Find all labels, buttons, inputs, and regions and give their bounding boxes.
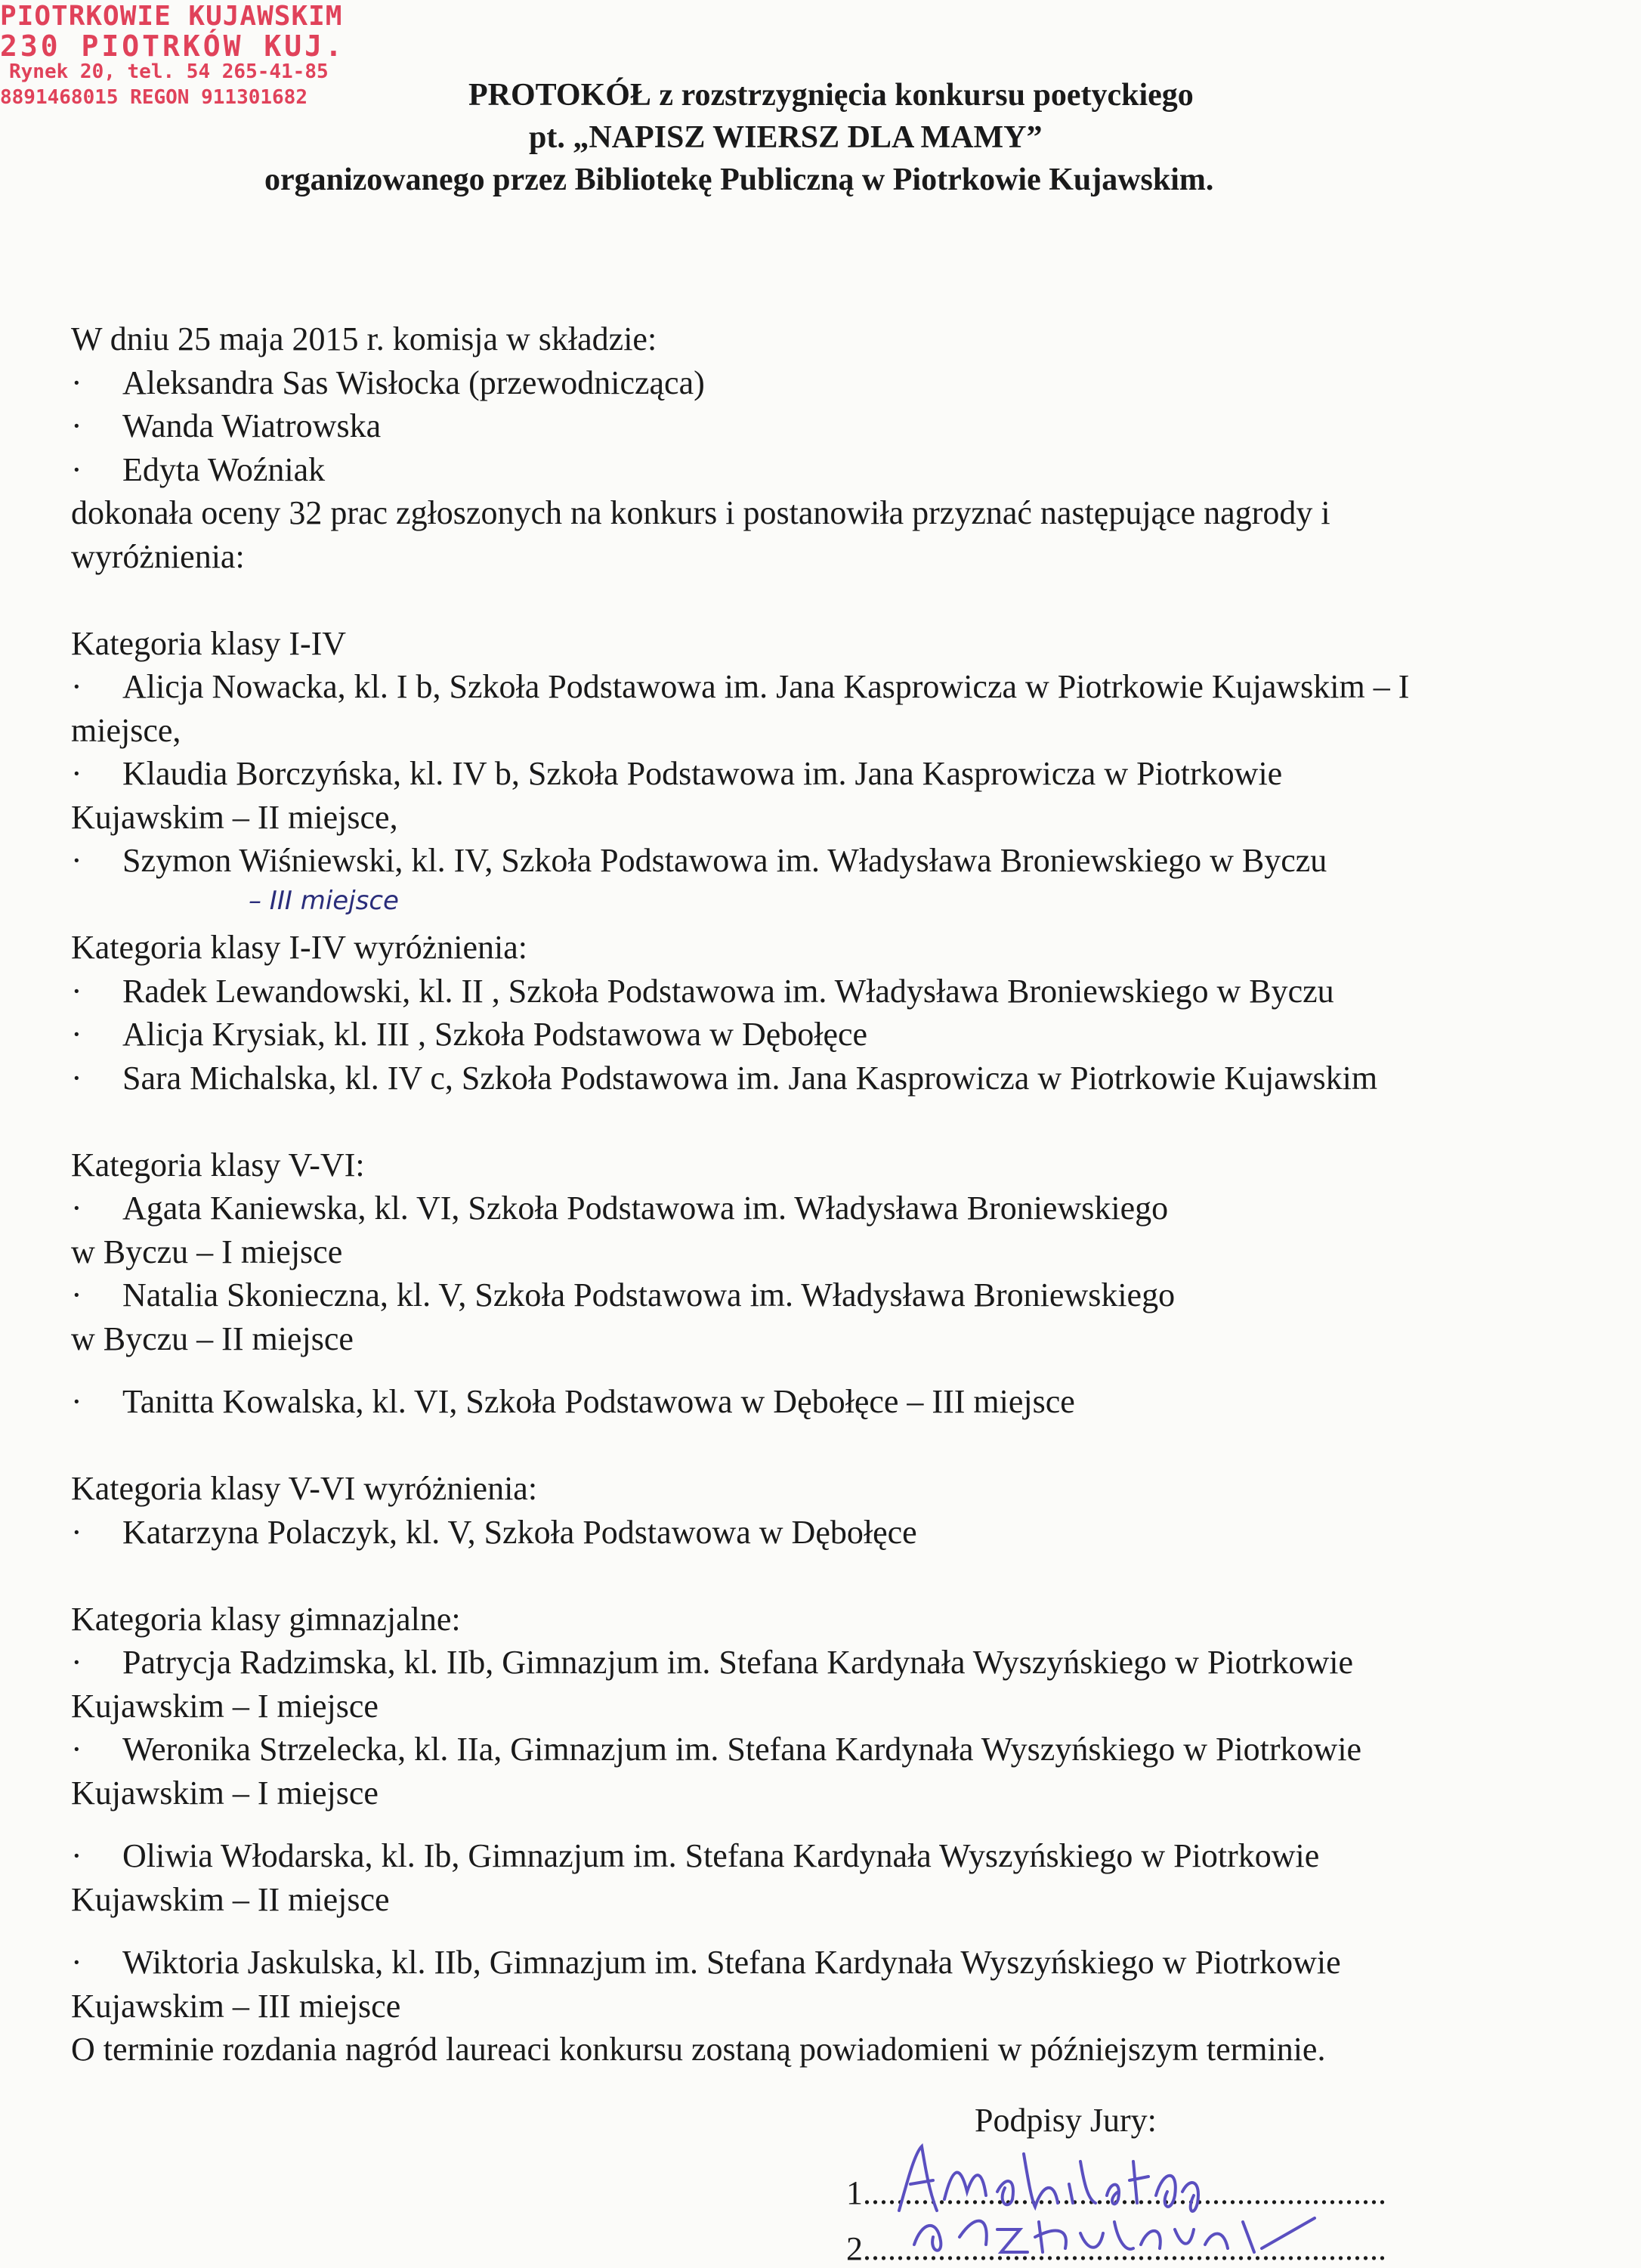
document-title (0, 74, 1641, 201)
award-entry (71, 839, 1612, 883)
member-item (71, 361, 1612, 405)
member-name: Wanda Wiatrowska (122, 407, 382, 444)
award-entry (71, 665, 1612, 709)
bullet: · (71, 972, 82, 1010)
distinction-text: Radek Lewandowski, kl. II , Szkoła Podstawowa im. Władysława Broniewskiego w Byczu (122, 972, 1334, 1010)
award-text: Szymon Wiśniewski, kl. IV, Szkoła Podstawowa im. Władysława Broniewskiego w Byczu (122, 842, 1327, 879)
bullet: · (71, 1944, 82, 1981)
award-text: Oliwia Włodarska, kl. Ib, Gimnazjum im. Stefana Kardynała Wyszyńskiego w Piotrkowie (122, 1837, 1320, 1874)
award-entry-continued: Kujawskim – III miejsce (71, 1987, 401, 2025)
bullet: · (71, 364, 82, 401)
award-text: Wiktoria Jaskulska, kl. IIb, Gimnazjum im. Stefana Kardynała Wyszyńskiego w Piotrkowie (122, 1944, 1341, 1981)
bullet: · (71, 1644, 82, 1681)
title-line-3: organizowanego przez Bibliotekę Publiczną w Piotrkowie Kujawskim. (264, 162, 1214, 197)
decision-line: dokonała oceny 32 prac zgłoszonych na konkurs i postanowiła przyznać następujące nagrody i (71, 494, 1330, 531)
bullet: · (71, 1383, 82, 1420)
award-text: Klaudia Borczyńska, kl. IV b, Szkoła Podstawowa im. Jana Kasprowicza w Piotrkowie (122, 755, 1283, 792)
award-entry-continued: Kujawskim – II miejsce (71, 1880, 390, 1918)
distinction-text: Katarzyna Polaczyk, kl. V, Szkoła Podstawowa w Dębołęce (122, 1513, 917, 1551)
award-entry (71, 1273, 1612, 1317)
distinction-entry (71, 1013, 1612, 1057)
signature-line-2: 2............................................................... (846, 2230, 1386, 2267)
date-line: W dniu 25 maja 2015 r. komisja w składzie: (71, 320, 657, 357)
category-heading: Kategoria klasy I-IV wyróżnienia: (71, 929, 527, 966)
award-entry-continued: miejsce, (71, 711, 181, 749)
category-heading: Kategoria klasy gimnazjalne: (71, 1600, 461, 1638)
distinction-entry (71, 1511, 1612, 1555)
award-entry (71, 1834, 1612, 1878)
bullet: · (71, 450, 82, 488)
document-body (71, 317, 1612, 2072)
bullet: · (71, 842, 82, 879)
stamp-line-2: 230 PIOTRKÓW KUJ. (0, 29, 345, 63)
signature-2-scribble (907, 2207, 1330, 2260)
award-text: Weronika Strzelecka, kl. IIa, Gimnazjum im. Stefana Kardynała Wyszyńskiego w Piotrkowie (122, 1731, 1362, 1768)
distinction-entry (71, 970, 1612, 1013)
bullet: · (71, 1513, 82, 1551)
award-entry-continued: w Byczu – II miejsce (71, 1320, 354, 1357)
signature-line-1: 1............................................................... (846, 2174, 1386, 2211)
distinction-text: Alicja Krysiak, kl. III , Szkoła Podstawowa w Dębołęce (122, 1016, 868, 1053)
award-text: Alicja Nowacka, kl. I b, Szkoła Podstawowa im. Jana Kasprowicza w Piotrkowie Kujawskim – I (122, 668, 1410, 705)
award-text: Agata Kaniewska, kl. VI, Szkoła Podstawowa im. Władysława Broniewskiego (122, 1190, 1169, 1227)
bullet: · (71, 1276, 82, 1313)
member-item (71, 448, 1612, 492)
category-heading: Kategoria klasy V-VI: (71, 1146, 365, 1184)
signatures-label: Podpisy Jury: (975, 2102, 1157, 2139)
bullet: · (71, 407, 82, 444)
distinction-text: Sara Michalska, kl. IV c, Szkoła Podstawowa im. Jana Kasprowicza w Piotrkowie Kujawskim (122, 1059, 1378, 1097)
member-name: Aleksandra Sas Wisłocka (przewodnicząca) (122, 364, 705, 401)
award-entry-continued: Kujawskim – I miejsce (71, 1774, 379, 1812)
award-entry (71, 1941, 1612, 1985)
bullet: · (71, 1837, 82, 1874)
award-text: Tanitta Kowalska, kl. VI, Szkoła Podstawowa w Dębołęce – III miejsce (122, 1383, 1075, 1420)
title-line-1: PROTOKÓŁ z rozstrzygnięcia konkursu poetyckiego (468, 78, 1194, 113)
bullet: · (71, 1059, 82, 1097)
award-text: Patrycja Radzimska, kl. IIb, Gimnazjum im. Stefana Kardynała Wyszyńskiego w Piotrkowie (122, 1644, 1354, 1681)
member-name: Edyta Woźniak (122, 450, 326, 488)
award-entry-continued: Kujawskim – I miejsce (71, 1687, 379, 1725)
category-heading: Kategoria klasy V-VI wyróżnienia: (71, 1470, 538, 1507)
handwritten-note: – III miejsce (249, 885, 399, 916)
award-entry (71, 1728, 1612, 1771)
award-entry (71, 1187, 1612, 1230)
award-entry (71, 752, 1612, 796)
award-text: Natalia Skonieczna, kl. V, Szkoła Podstawowa im. Władysława Broniewskiego (122, 1276, 1176, 1313)
bullet: · (71, 668, 82, 705)
handwritten-note-line (71, 883, 1612, 927)
stamp-line-4: 8891468015 REGON 911301682 (0, 86, 307, 109)
award-entry (71, 1380, 1612, 1424)
bullet: · (71, 1731, 82, 1768)
decision-line: wyróżnienia: (71, 537, 245, 575)
closing-note: O terminie rozdania nagród laureaci konkursu zostaną powiadomieni w późniejszym terminie. (71, 2031, 1326, 2068)
bullet: · (71, 1016, 82, 1053)
bullet: · (71, 1190, 82, 1227)
award-entry-continued: Kujawskim – II miejsce, (71, 798, 398, 836)
member-item (71, 404, 1612, 448)
stamp-line-3: Rynek 20, tel. 54 265-41-85 (9, 60, 329, 83)
category-heading: Kategoria klasy I-IV (71, 624, 347, 662)
bullet: · (71, 755, 82, 792)
distinction-entry (71, 1057, 1612, 1100)
stamp-line-1: PIOTRKOWIE KUJAWSKIM (0, 1, 343, 32)
title-line-2: pt. „NAPISZ WIERSZ DLA MAMY” (529, 120, 1043, 155)
award-entry (71, 1641, 1612, 1685)
award-entry-continued: w Byczu – I miejsce (71, 1233, 343, 1270)
